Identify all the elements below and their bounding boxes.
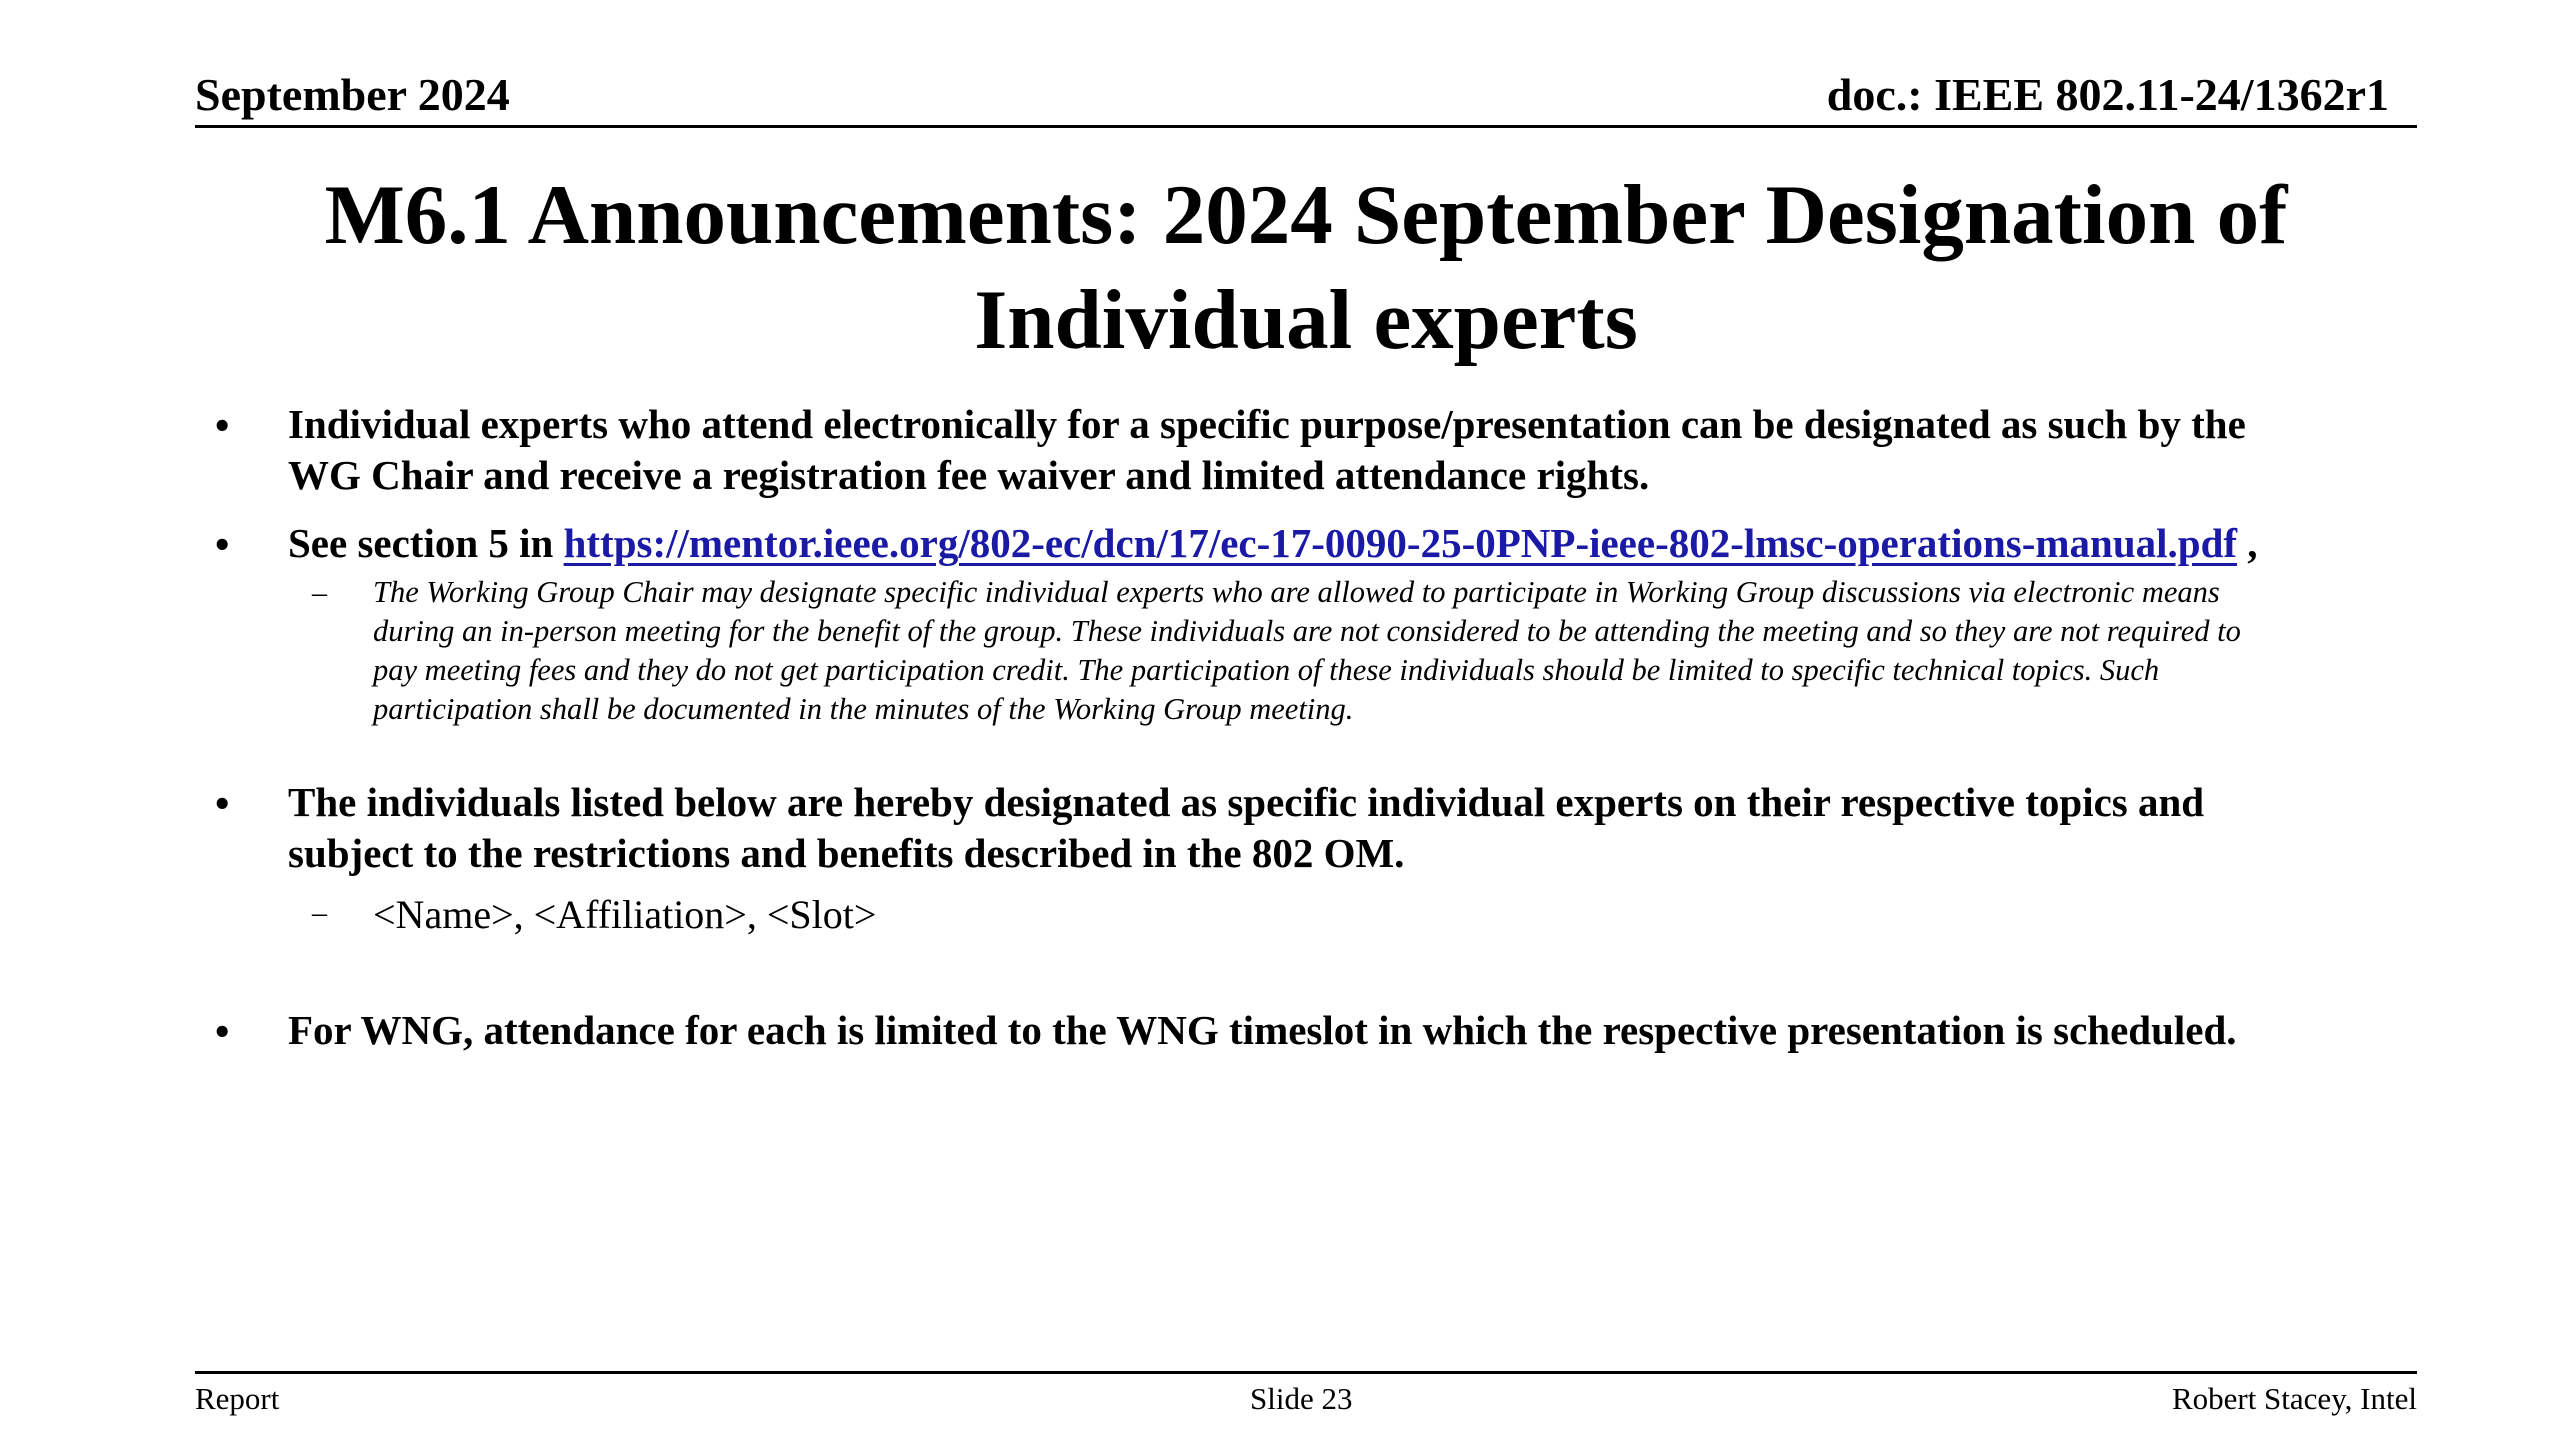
sub-bullet-marker: – — [312, 896, 327, 929]
quote-line: participation shall be documented in the minutes of the Working Group meeting. — [373, 692, 1354, 726]
bullet-see-section — [288, 518, 2398, 569]
designee-placeholder: <Name>, <Affiliation>, <Slot> — [373, 892, 877, 937]
quote-line: during an in-person meeting for the benefit of the group. These individuals are not considered to be attending the meeting and so they are not required to — [373, 614, 2241, 648]
bullet-prefix-text: See section 5 in — [288, 520, 564, 566]
bullet-marker: • — [215, 402, 230, 448]
operations-manual-quote — [373, 573, 2413, 729]
slide-title — [195, 163, 2417, 373]
bullet-designated-individuals — [288, 777, 2398, 879]
header-doc-id: doc.: IEEE 802.11-24/1362r1 — [1826, 69, 2389, 120]
sub-bullet-marker: – — [312, 576, 327, 609]
quote-line: pay meeting fees and they do not get participation credit. The participation of these individuals should be limited to specific technical topics. Such — [373, 653, 2160, 687]
bullet-text-line: The individuals listed below are hereby designated as specific individual experts on their respective topics and — [288, 779, 2205, 825]
bullet-suffix-text: , — [2237, 520, 2258, 566]
bullet-marker: • — [215, 521, 230, 567]
slide-title-line-1: M6.1 Announcements: 2024 September Designation of — [324, 168, 2288, 262]
bullet-text-line: WG Chair and receive a registration fee waiver and limited attendance rights. — [288, 452, 1650, 498]
header-date: September 2024 — [195, 69, 510, 120]
bullet-text-line — [288, 518, 2398, 569]
bullet-text-line: For WNG, attendance for each is limited to the WNG timeslot in which the respective presentation is scheduled. — [288, 1007, 2237, 1053]
footer-report-label: Report — [195, 1381, 280, 1416]
bullet-wng-attendance — [288, 1005, 2398, 1056]
quote-line: The Working Group Chair may designate specific individual experts who are allowed to participate in Working Group discussions via electronic means — [373, 575, 2220, 609]
bullet-text-line: Individual experts who attend electronically for a specific purpose/presentation can be designated as such by the — [288, 401, 2246, 447]
footer-author: Robert Stacey, Intel — [2171, 1381, 2417, 1416]
bullet-individual-experts — [288, 399, 2398, 501]
operations-manual-link[interactable]: https://mentor.ieee.org/802-ec/dcn/17/ec-17-0090-25-0PNP-ieee-802-lmsc-operations-manual.pdf — [563, 520, 2238, 566]
footer-divider — [195, 1371, 2417, 1374]
bullet-marker: • — [215, 1008, 230, 1054]
slide-number: Slide 23 — [1250, 1381, 1353, 1416]
bullet-marker: • — [215, 780, 230, 826]
slide-title-line-2: Individual experts — [974, 273, 1638, 367]
bullet-text-line: subject to the restrictions and benefits described in the 802 OM. — [288, 830, 1405, 876]
header-divider — [195, 125, 2417, 128]
